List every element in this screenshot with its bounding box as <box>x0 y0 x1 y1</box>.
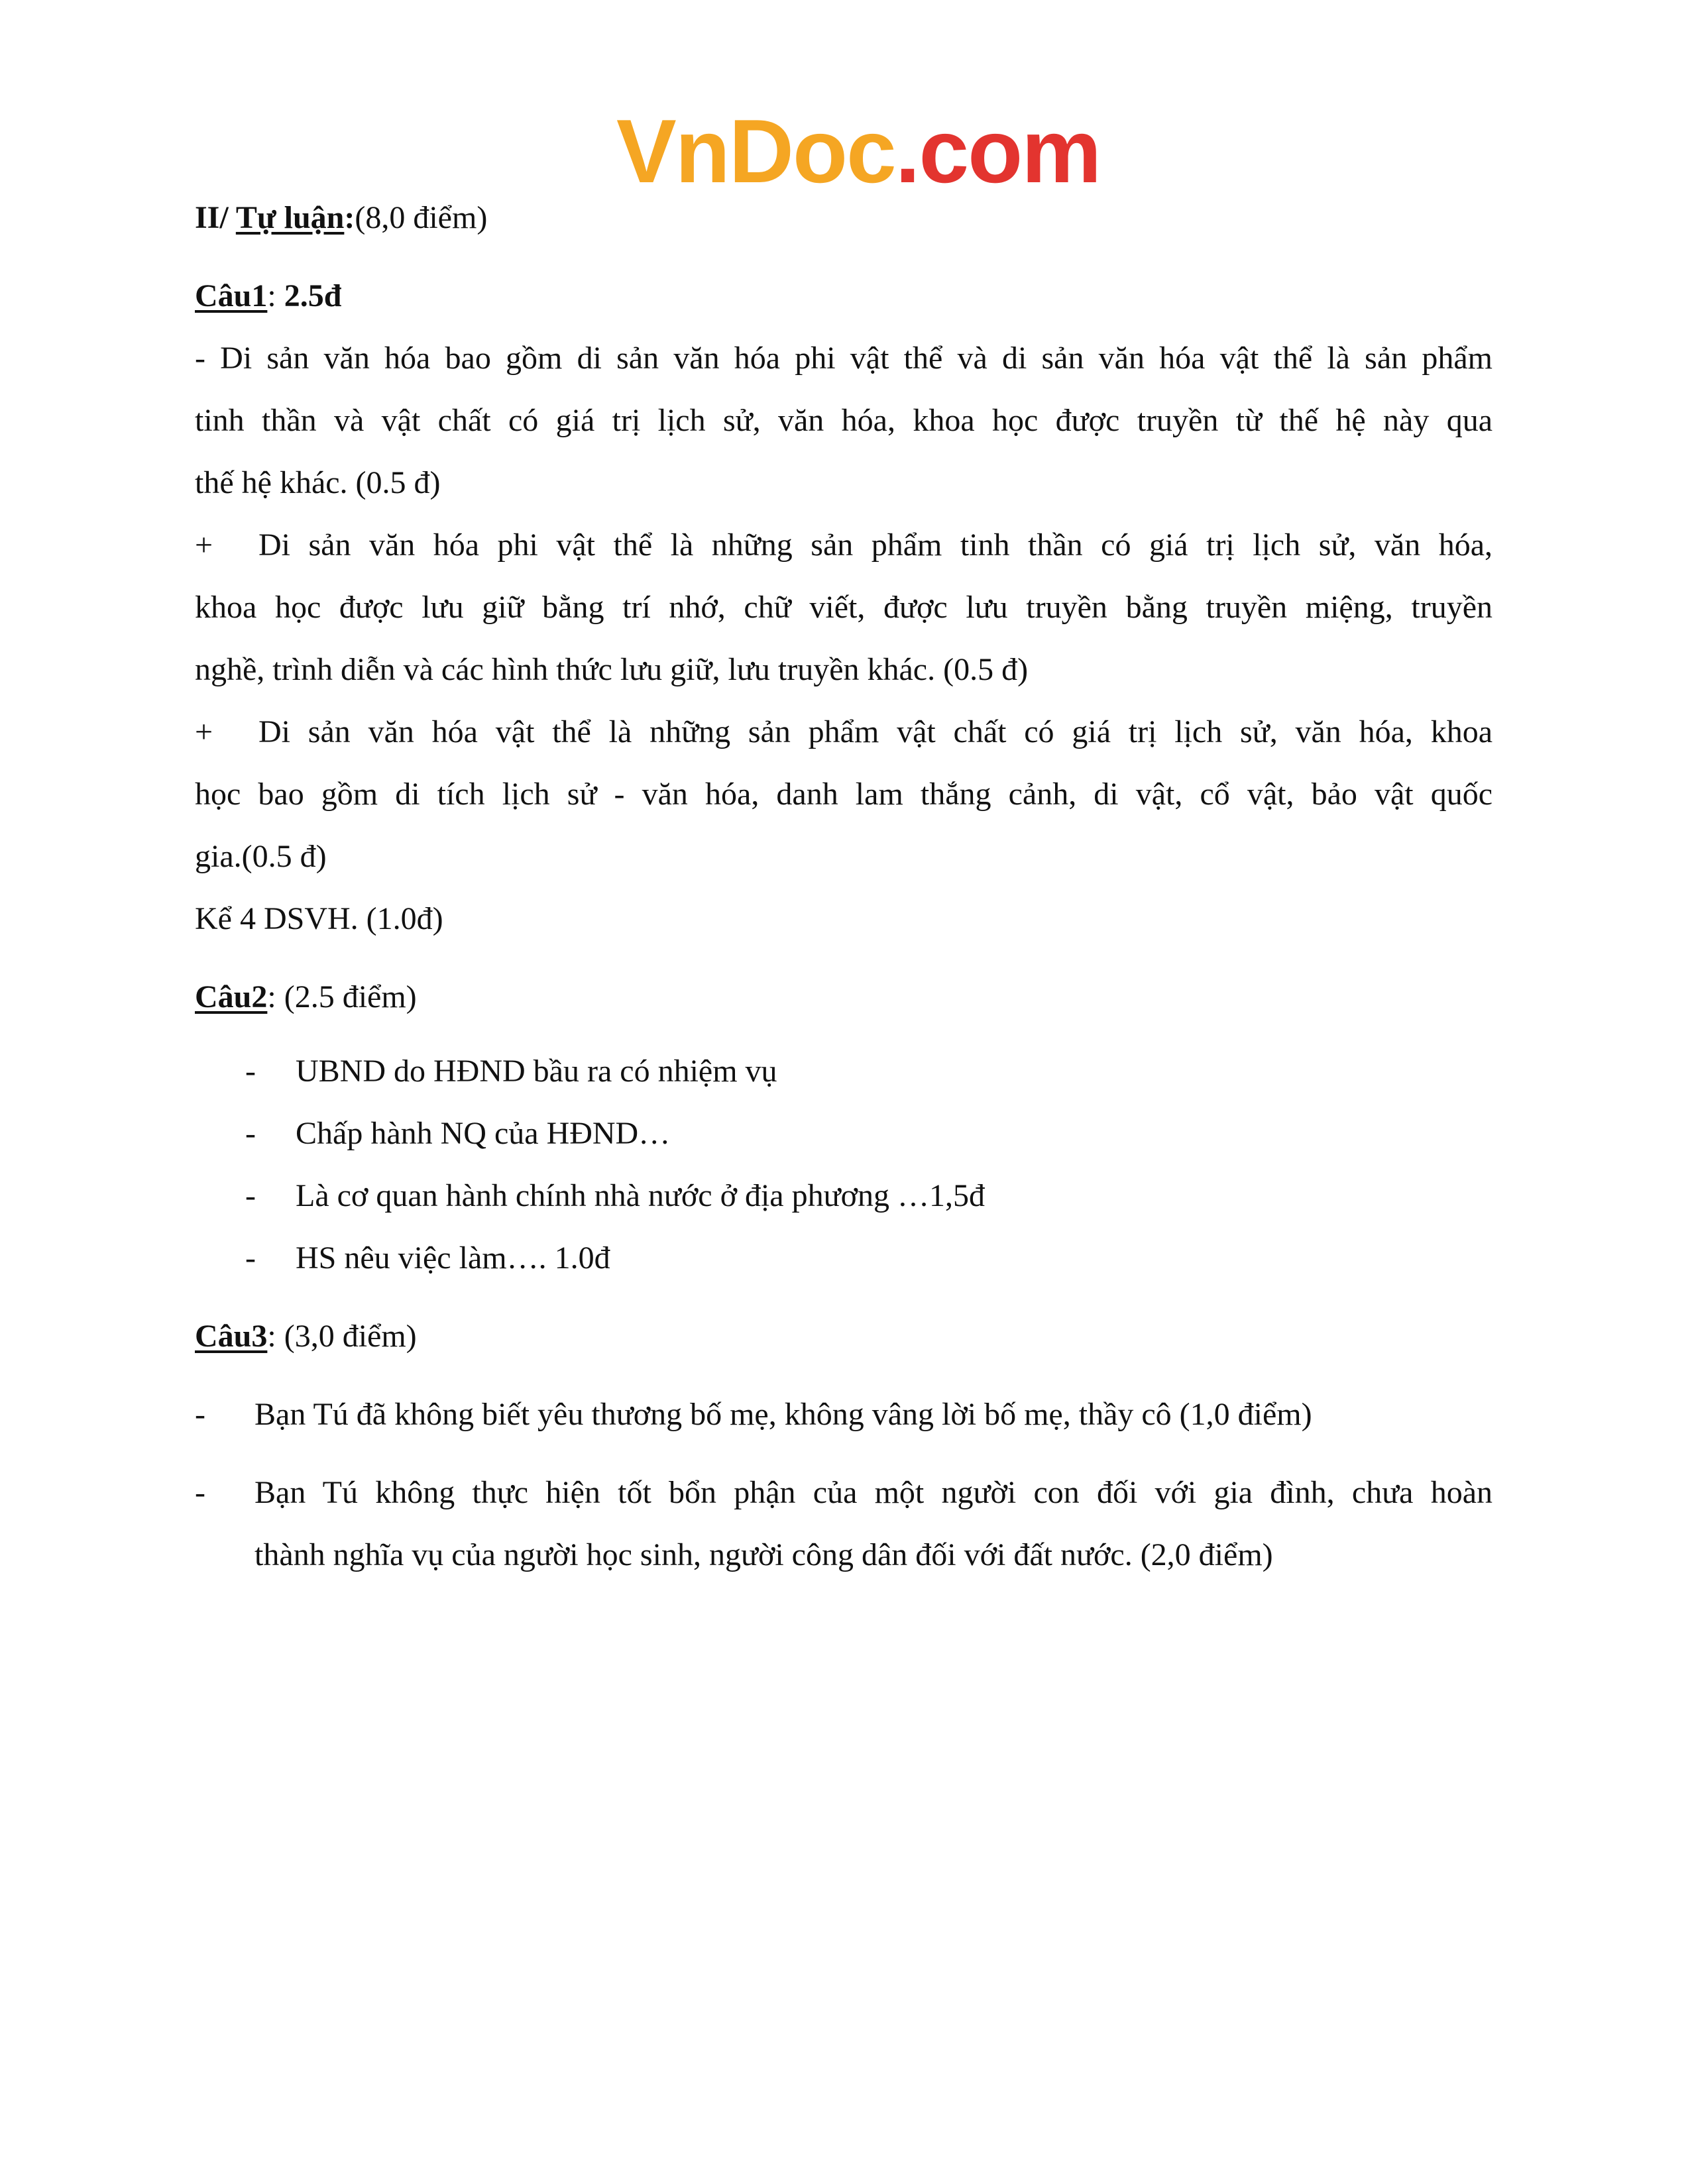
vndoc-logo <box>616 101 1101 201</box>
logo-dot: . <box>895 101 919 201</box>
q2-label: Câu2 <box>195 979 268 1014</box>
q1-plus-item-2 <box>195 701 1493 888</box>
question-1-title <box>195 265 1493 327</box>
dash-mark: - <box>245 1116 256 1151</box>
q2-sep: : <box>267 979 284 1014</box>
question-2-title <box>195 966 1493 1028</box>
q1-label: Câu1 <box>195 278 268 313</box>
question-3-title <box>195 1305 1493 1368</box>
q3-score: (3,0 điểm) <box>284 1319 417 1354</box>
q3-item-2-line: Bạn Tú không thực hiện tốt bổn phận của một người con đối với gia đình, chưa hoàn <box>254 1475 1493 1510</box>
list-item-text: Là cơ quan hành chính nhà nước ở địa phương …1,5đ <box>296 1178 985 1213</box>
list-item <box>195 1227 1493 1289</box>
dash-mark: - <box>245 1178 256 1213</box>
q1-paragraph <box>195 327 1493 514</box>
q1-closing: Kể 4 DSVH. (1.0đ) <box>195 901 443 936</box>
list-item <box>195 1040 1493 1103</box>
plus-mark: + <box>195 714 213 749</box>
q3-item-2-line: thành nghĩa vụ của người học sinh, người công dân đối với đất nước. (2,0 điểm) <box>254 1537 1273 1572</box>
q3-item-1 <box>195 1384 1493 1446</box>
header-score: (8,0 điểm) <box>355 200 488 235</box>
document-body <box>195 187 1493 1586</box>
q2-list <box>195 1040 1493 1289</box>
q1-score: 2.5đ <box>284 278 342 313</box>
q1-plus2-line: học bao gồm di tích lịch sử - văn hóa, danh lam thắng cảnh, di vật, cổ vật, bảo vật quốc <box>195 777 1493 812</box>
q1-p1-line: tinh thần và vật chất có giá trị lịch sử, văn hóa, khoa học được truyền từ thế hệ này qua <box>195 403 1493 438</box>
header-title: Tự luận <box>235 200 345 235</box>
q1-p1-line: thế hệ khác. (0.5 đ) <box>195 465 441 500</box>
q1-plus1-line: Di sản văn hóa phi vật thể là những sản phẩm tinh thần có giá trị lịch sử, văn hóa, <box>258 527 1493 563</box>
q3-label: Câu3 <box>195 1319 268 1354</box>
q1-plus2-line: gia.(0.5 đ) <box>195 839 327 874</box>
list-item-text: Chấp hành NQ của HĐND… <box>296 1116 671 1151</box>
q1-plus-item-1 <box>195 514 1493 701</box>
q1-plus1-line: khoa học được lưu giữ bằng trí nhớ, chữ viết, được lưu truyền bằng truyền miệng, truyền <box>195 590 1493 625</box>
header-prefix: II/ <box>195 200 236 235</box>
dash-mark: - <box>245 1240 256 1276</box>
q3-sep: : <box>267 1319 284 1354</box>
logo-vn: VnDoc <box>616 101 895 201</box>
section-header <box>195 187 1493 249</box>
q2-score: (2.5 điểm) <box>284 979 417 1014</box>
dash-mark: - <box>195 1475 205 1510</box>
q1-sep: : <box>267 278 284 313</box>
list-item-text: UBND do HĐND bầu ra có nhiệm vụ <box>296 1054 777 1089</box>
q1-p1-line: - Di sản văn hóa bao gồm di sản văn hóa phi vật thể và di sản văn hóa vật thể là sản phẩm <box>195 341 1493 376</box>
list-item <box>195 1103 1493 1165</box>
q1-plus2-line: Di sản văn hóa vật thể là những sản phẩm vật chất có giá trị lịch sử, văn hóa, khoa <box>258 714 1493 749</box>
list-item-text: HS nêu việc làm…. 1.0đ <box>296 1240 610 1276</box>
q1-plus1-line: nghề, trình diễn và các hình thức lưu giữ, lưu truyền khác. (0.5 đ) <box>195 652 1029 687</box>
plus-mark: + <box>195 527 213 563</box>
logo-com: com <box>919 101 1101 201</box>
q3-item-1-text: Bạn Tú đã không biết yêu thương bố mẹ, không vâng lời bố mẹ, thầy cô (1,0 điểm) <box>254 1397 1312 1432</box>
dash-mark: - <box>195 1397 205 1432</box>
header-colon: : <box>344 200 355 235</box>
list-item <box>195 1165 1493 1227</box>
dash-mark: - <box>245 1054 256 1089</box>
q3-item-2 <box>195 1462 1493 1586</box>
